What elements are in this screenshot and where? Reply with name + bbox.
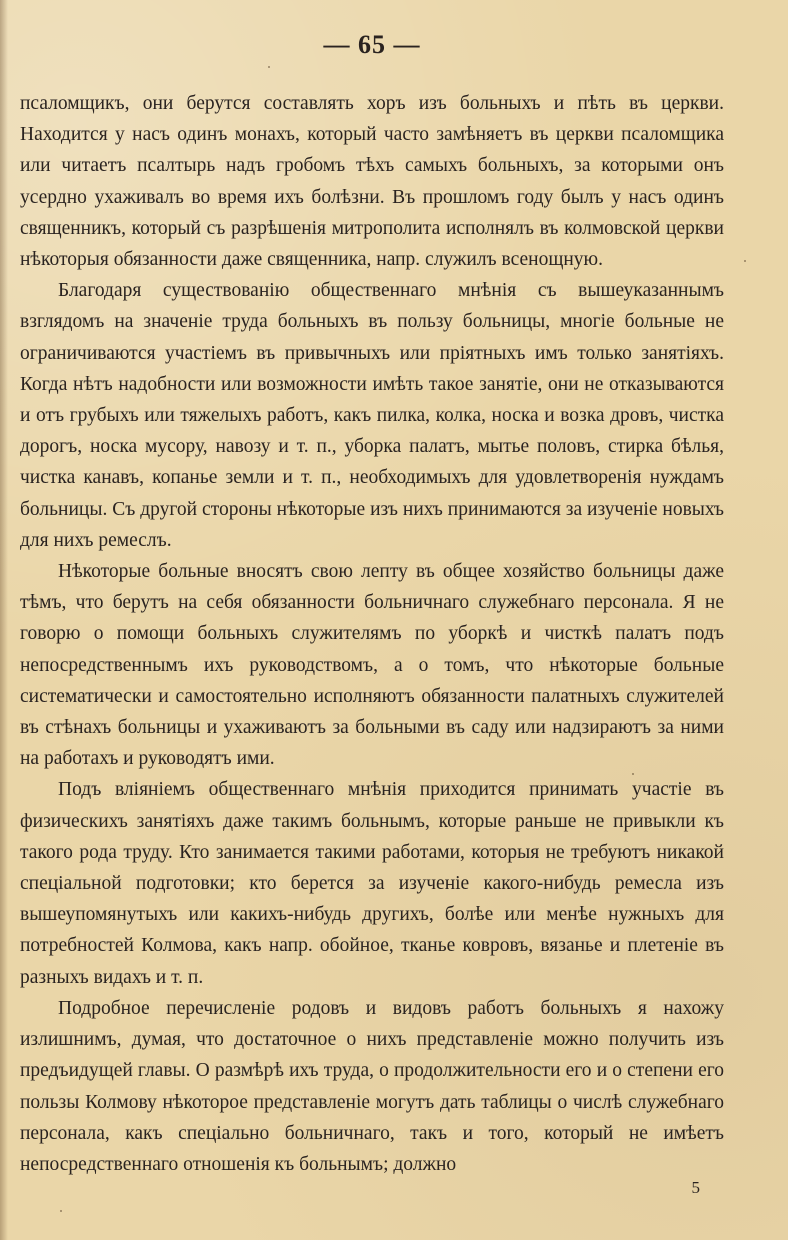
paper-speck: [268, 66, 270, 68]
paragraph-4: Подъ вліяніемъ общественнаго мнѣнія приходится принимать участіе въ физическихъ занятіяхъ даже такимъ больнымъ, которые раньше не привыкли къ такого рода труду. Кто занимается такими работами, которыя не требуютъ никакой спеціальной подготовки; кто берется за изученіе какого-нибудь ремесла изъ вышеупомянутыхъ или какихъ-нибудь другихъ, болѣе или менѣе нужныхъ для потребностей Колмова, какъ напр. обойное, тканье ковровъ, вязанье и плетеніе въ разныхъ видахъ и т. п.: [20, 779, 724, 988]
paragraph-3: Нѣкоторые больные вносятъ свою лепту въ общее хозяйство больницы даже тѣмъ, что берутъ на себя обязанности больничнаго служебнаго персонала. Я не говорю о помощи больныхъ служителямъ по уборкѣ и чисткѣ палатъ подъ непосредственнымъ ихъ руководствомъ, а о томъ, что нѣкоторые больные систематически и самостоятельно исполняютъ обязанности палатныхъ служителей въ стѣнахъ больницы и ухаживаютъ за больными въ саду или надзираютъ за ними на работахъ и руководятъ ими.: [20, 561, 724, 770]
paper-speck: [60, 1210, 62, 1212]
page-number-header: — 65 —: [323, 30, 421, 59]
page-edge-shadow: [0, 0, 8, 1240]
paragraph-2: Благодаря существованію общественнаго мнѣнія съ вышеуказаннымъ взглядомъ на значеніе труда больныхъ въ пользу больницы, многіе больные не ограничиваются участіемъ въ привычныхъ или пріятныхъ имъ только занятіяхъ. Когда нѣтъ надобности или возможности имѣть такое занятіе, они не отказываются и отъ грубыхъ или тяжелыхъ работъ, какъ пилка, колка, носка и возка дровъ, чистка дорогъ, носка мусору, навозу и т. п., уборка палатъ, мытье половъ, стирка бѣлья, чистка канавъ, копанье земли и т. п., необходимыхъ для удовлетворенія нуждамъ больницы. Съ другой стороны нѣкоторые изъ нихъ принимаются за изученіе новыхъ для нихъ ремеслъ.: [20, 280, 724, 551]
paragraph-1: псаломщикъ, они берутся составлять хоръ изъ больныхъ и пѣть въ церкви. Находится у насъ одинъ монахъ, который часто замѣняетъ въ церкви псаломщика или читаетъ псалтырь надъ гробомъ тѣхъ самыхъ больныхъ, за которыми онъ усердно ухаживалъ во время ихъ болѣзни. Въ прошломъ году былъ у насъ одинъ священникъ, который съ разрѣшенія митрополита исполнялъ въ колмовской церкви нѣкоторыя обязанности даже священника, напр. служилъ всенощную.: [20, 93, 724, 271]
paper-speck: [744, 260, 746, 262]
paper-speck: [632, 773, 634, 775]
body-text: [20, 88, 724, 1180]
paragraph-5: Подробное перечисленіе родовъ и видовъ работъ больныхъ я нахожу излишнимъ, думая, что достаточное о нихъ представленіе можно получить изъ предъидущей главы. О размѣрѣ ихъ труда, о продолжительности его и о степени его пользы Колмову нѣкоторое представленіе могутъ дать таблицы о числѣ служебнаго персонала, какъ спеціально больничнаго, такъ и того, который не имѣетъ непосредственнаго отношенія къ больнымъ; должно: [20, 997, 724, 1175]
signature-mark: 5: [691, 1178, 700, 1197]
